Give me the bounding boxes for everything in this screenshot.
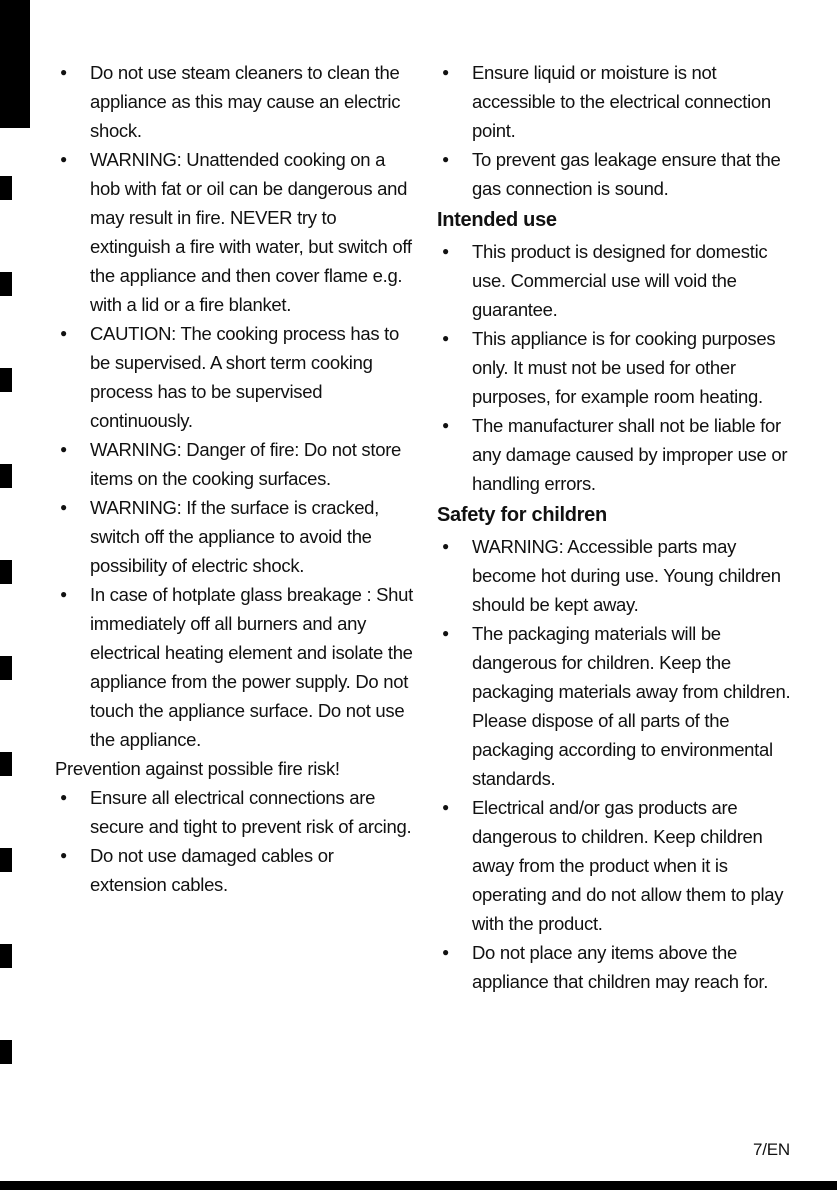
bullet-item: ● The manufacturer shall not be liable for any damage caused by improper use or handling errors. — [437, 411, 795, 498]
bullet-list — [437, 532, 795, 996]
bullet-item: ● This appliance is for cooking purposes only. It must not be used for other purposes, for example room heating. — [437, 324, 795, 411]
bullet-list — [437, 58, 795, 203]
print-edge-mark — [0, 848, 12, 872]
print-edge-mark — [0, 272, 12, 296]
print-bottom-bar — [0, 1181, 837, 1190]
bullet-item: ● WARNING: Danger of fire: Do not store items on the cooking surfaces. — [55, 435, 413, 493]
print-corner-bar — [0, 0, 30, 128]
bullet-item: ● WARNING: Accessible parts may become hot during use. Young children should be kept away. — [437, 532, 795, 619]
bullet-item: ● Ensure liquid or moisture is not accessible to the electrical connection point. — [437, 58, 795, 145]
bullet-list — [55, 783, 413, 899]
bullet-item: ● Do not use damaged cables or extension cables. — [55, 841, 413, 899]
bullet-item: ● Do not place any items above the appliance that children may reach for. — [437, 938, 795, 996]
section-heading: Safety for children — [437, 504, 607, 526]
bullet-item: ● The packaging materials will be dangerous for children. Keep the packaging materials away from children. Please dispose of all parts of the packaging according to environmental standards. — [437, 619, 795, 793]
paragraph: Prevention against possible fire risk! — [55, 758, 340, 779]
bullet-item: ● In case of hotplate glass breakage : Shut immediately off all burners and any electrical heating element and isolate the appliance from the power supply. Do not touch the appliance surface. Do not use the appliance. — [55, 580, 413, 754]
bullet-item: ● Ensure all electrical connections are secure and tight to prevent risk of arcing. — [55, 783, 413, 841]
page-content — [55, 58, 795, 996]
bullet-item: ● To prevent gas leakage ensure that the gas connection is sound. — [437, 145, 795, 203]
bullet-item: ● CAUTION: The cooking process has to be supervised. A short term cooking process has to be supervised continuously. — [55, 319, 413, 435]
section-heading: Intended use — [437, 209, 557, 231]
left-column — [55, 58, 413, 996]
bullet-item: ● WARNING: If the surface is cracked, switch off the appliance to avoid the possibility of electric shock. — [55, 493, 413, 580]
print-edge-mark — [0, 560, 12, 584]
bullet-list — [437, 237, 795, 498]
page-number: 7/EN — [753, 1140, 790, 1159]
print-edge-mark — [0, 464, 12, 488]
print-edge-mark — [0, 656, 12, 680]
print-edge-mark — [0, 752, 12, 776]
bullet-item: ● This product is designed for domestic use. Commercial use will void the guarantee. — [437, 237, 795, 324]
print-edge-mark — [0, 1040, 12, 1064]
bullet-item: ● WARNING: Unattended cooking on a hob with fat or oil can be dangerous and may result in fire. NEVER try to extinguish a fire with water, but switch off the appliance and then cover flame e.g. with a lid or a fire blanket. — [55, 145, 413, 319]
bullet-item: ● Do not use steam cleaners to clean the appliance as this may cause an electric shock. — [55, 58, 413, 145]
bullet-item: ● Electrical and/or gas products are dangerous to children. Keep children away from the product when it is operating and do not allow them to play with the product. — [437, 793, 795, 938]
bullet-list — [55, 58, 413, 754]
print-edge-mark — [0, 176, 12, 200]
right-column — [437, 58, 795, 996]
print-edge-mark — [0, 944, 12, 968]
print-edge-mark — [0, 368, 12, 392]
